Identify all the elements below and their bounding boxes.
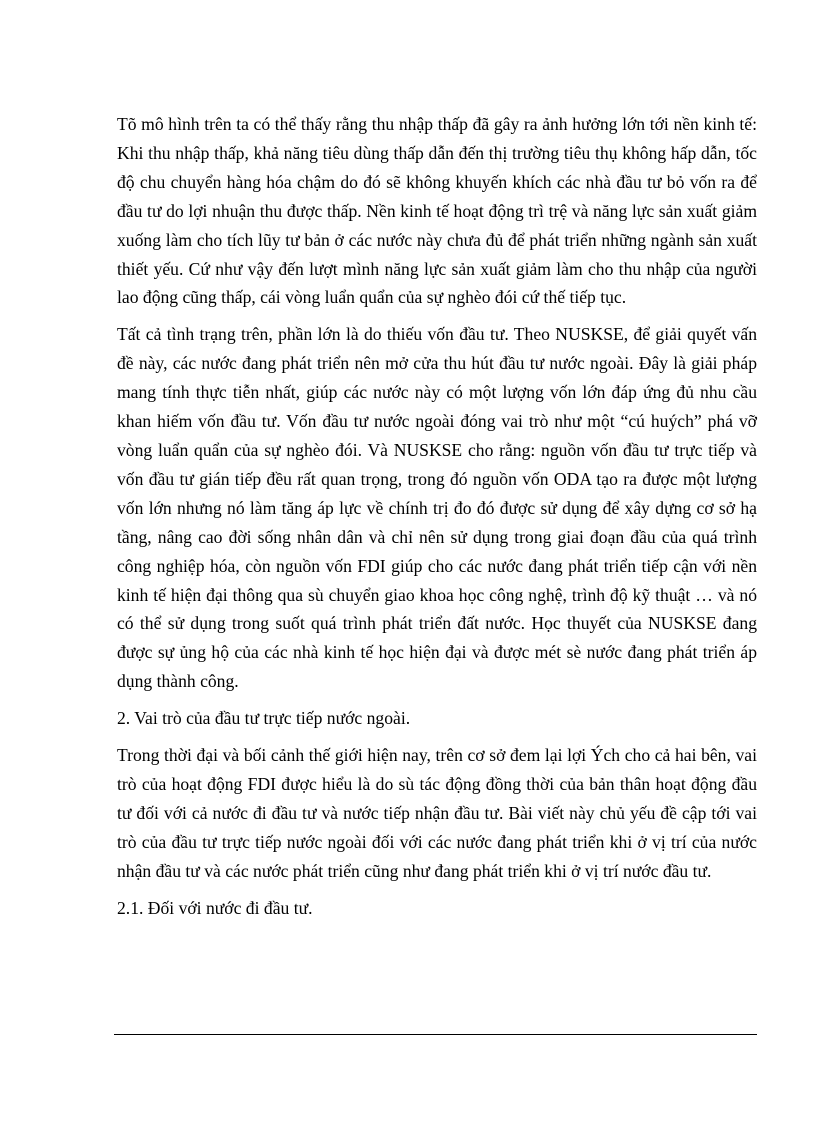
paragraph-poverty-cycle: Tõ mô hình trên ta có thể thấy rằng thu nhập thấp đã gây ra ảnh hưởng lớn tới nền kinh tế: Khi thu nhập thấp, khả năng tiêu dùng thấp dẫn đến thị trường tiêu thụ không hấp dẫn, tốc độ chu chuyển hàng hóa chậm do đó sẽ không khuyến khích các nhà đầu tư bỏ vốn ra để đầu tư do lợi nhuận thu được thấp. Nền kinh tế hoạt động trì trệ và năng lực sản xuất giảm xuống làm cho tích lũy tư bản ở các nước này chưa đủ để phát triển những ngành sản xuất thiết yếu. Cứ như vậy đến lượt mình năng lực sản xuất giảm làm cho thu nhập của người lao động cũng thấp, cái vòng luẩn quẩn của sự nghèo đói cứ thế tiếp tục.: [117, 114, 757, 308]
paragraph-nuskse-theory: Tất cả tình trạng trên, phần lớn là do thiếu vốn đầu tư. Theo NUSKSE, để giải quyết vấn đề này, các nước đang phát triển nên mở cửa thu hút đầu tư nước ngoài. Đây là giải pháp mang tính thực tiễn nhất, giúp các nước này có một lượng vốn lớn đáp ứng đủ nhu cầu khan hiếm vốn đầu tư. Vốn đầu tư nước ngoài đóng vai trò như một “cú huých” phá vỡ vòng luẩn quẩn của sự nghèo đói. Và NUSKSE cho rằng: nguồn vốn đầu tư trực tiếp và vốn đầu tư gián tiếp đều rất quan trọng, trong đó nguồn vốn ODA tạo ra được một lượng vốn lớn nhưng nó làm tăng áp lực về chính trị đo đó được sử dụng để xây dựng cơ sở hạ tầng, nâng cao đời sống nhân dân và chỉ nên sử dụng trong giai đoạn đầu của quá trình công nghiệp hóa, còn nguồn vốn FDI giúp cho các nước đang phát triển tiếp cận với nền kinh tế hiện đại thông qua sù chuyển giao khoa học công nghệ, trình độ kỹ thuật … và nó có thể sử dụng trong suốt quá trình phát triển đất nước. Học thuyết của NUSKSE đang được sự ủng hộ của các nhà kinh tế học hiện đại và được mét sè nước đang phát triển áp dụng thành công.: [117, 324, 757, 692]
paragraph-fdi-role: Trong thời đại và bối cảnh thế giới hiện nay, trên cơ sở đem lại lợi Ých cho cả hai bên, vai trò của hoạt động FDI được hiểu là do sù tác động đồng thời của bản thân hoạt động đầu tư đối với cả nước đi đầu tư và nước tiếp nhận đầu tư. Bài viết này chủ yếu đề cập tới vai trò của đầu tư trực tiếp nước ngoài đối với các nước đang phát triển khi ở vị trí của nước nhận đầu tư và các nước phát triển cũng như đang phát triển khi ở vị trí nước đầu tư.: [117, 745, 757, 881]
subsection-heading-investing-country: 2.1. Đối với nước đi đầu tư.: [117, 897, 313, 918]
section-heading-fdi-role: 2. Vai trò của đầu tư trực tiếp nước ngoài.: [117, 708, 411, 729]
document-body: [117, 110, 757, 930]
footer-divider: [114, 1034, 757, 1035]
